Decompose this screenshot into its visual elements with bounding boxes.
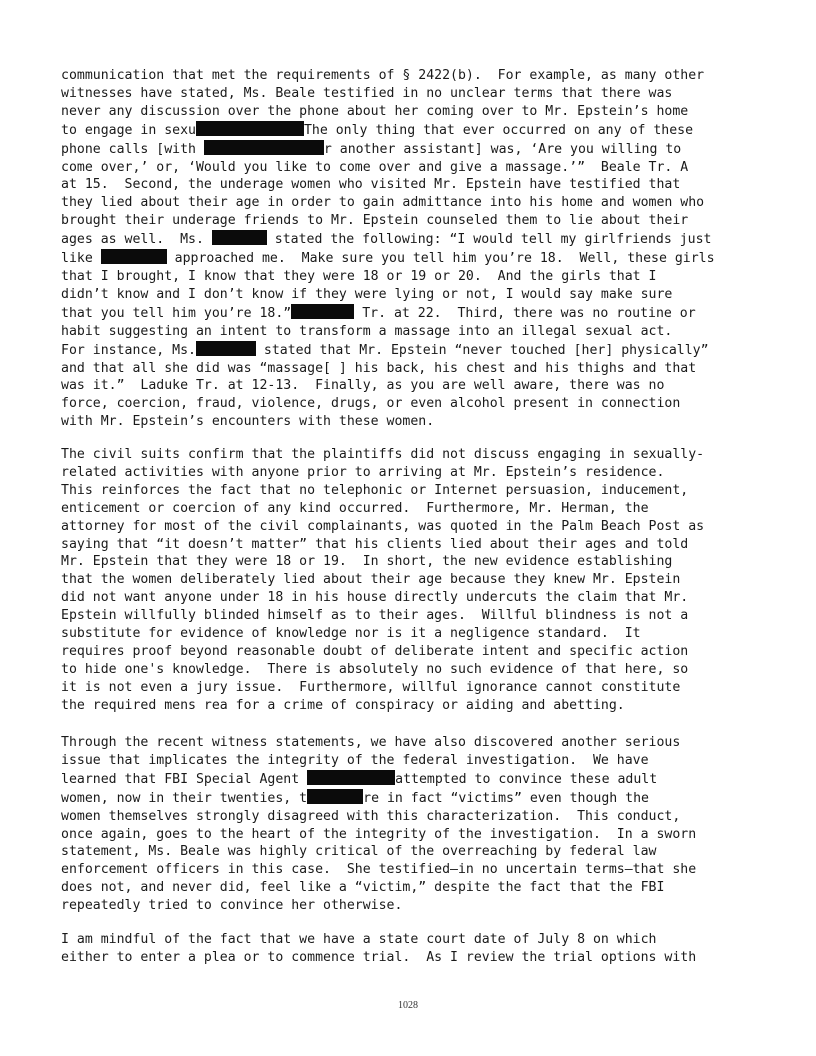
text-line: Through the recent witness statements, we have also discovered another serious <box>61 735 681 750</box>
text-line: I am mindful of the fact that we have a state court date of July 8 on which <box>61 932 657 947</box>
text-line: habit suggesting an intent to transform a massage into an illegal sexual act. <box>61 323 673 339</box>
text-line: women themselves strongly disagreed with this characterization. This conduct, <box>61 808 681 824</box>
text-line: phone calls [with <box>61 141 204 157</box>
text-line: re in fact “victims” even though the <box>363 790 649 806</box>
paragraph-civil-suits <box>61 446 761 715</box>
text-line: come over,’ or, ‘Would you like to come over and give a massage.’” Beale Tr. A <box>61 159 689 175</box>
paragraph-fbi-investigation <box>61 734 761 915</box>
text-line: that I brought, I know that they were 18 or 19 or 20. And the girls that I <box>61 268 657 284</box>
redaction-box <box>307 770 395 785</box>
paragraph-court-date <box>61 931 761 967</box>
text-line: attempted to convince these adult <box>395 771 658 787</box>
text-line: communication that met the requirements of § 2422(b). For example, as many other <box>61 68 705 83</box>
text-line: Mr. Epstein that they were 18 or 19. In short, the new evidence establishing <box>61 554 673 570</box>
text-line: force, coercion, fraud, violence, drugs, or even alcohol present in connection <box>61 396 681 412</box>
text-line: requires proof beyond reasonable doubt of deliberate intent and specific action <box>61 643 689 659</box>
text-line: witnesses have stated, Ms. Beale testified in no unclear terms that there was <box>61 85 673 101</box>
text-line: The civil suits confirm that the plaintiffs did not discuss engaging in sexually- <box>61 447 705 462</box>
text-line: that you tell him you’re 18.” <box>61 305 292 321</box>
text-line: was it.” Laduke Tr. at 12-13. Finally, as you are well aware, there was no <box>61 378 665 394</box>
paragraph-evidence <box>61 67 761 431</box>
text-line: that the women deliberately lied about their age because they knew Mr. Epstein <box>61 572 681 588</box>
text-line: and that all she did was “massage[ ] his back, his chest and his thighs and that <box>61 360 697 376</box>
redaction-box <box>101 249 167 264</box>
text-line: either to enter a plea or to commence trial. As I review the trial options with <box>61 949 697 965</box>
text-line: Tr. at 22. Third, there was no routine or <box>354 305 696 321</box>
text-line: stated that Mr. Epstein “never touched [her] physically” <box>255 342 709 358</box>
text-line: This reinforces the fact that no telephonic or Internet persuasion, inducement, <box>61 482 689 498</box>
text-line: stated the following: “I would tell my girlfriends just <box>266 232 712 248</box>
text-line: enticement or coercion of any kind occurred. Furthermore, Mr. Herman, the <box>61 500 649 516</box>
text-line: they lied about their age in order to gain admittance into his home and women who <box>61 195 705 211</box>
text-line: For instance, Ms. <box>61 342 196 358</box>
text-line: repeatedly tried to convince her otherwise. <box>61 898 403 914</box>
redaction-box <box>291 304 354 319</box>
text-line: to engage in sexu <box>61 122 196 138</box>
redaction-box <box>204 140 324 155</box>
text-line: did not want anyone under 18 in his house directly undercuts the claim that Mr. <box>61 590 689 606</box>
text-line: women, now in their twenties, t <box>61 790 308 806</box>
text-line: like <box>61 251 101 267</box>
text-line: to hide one's knowledge. There is absolutely no such evidence of that here, so <box>61 661 689 677</box>
text-line: related activities with anyone prior to arriving at Mr. Epstein’s residence. <box>61 464 665 480</box>
text-line: issue that implicates the integrity of the federal investigation. We have <box>61 752 649 768</box>
text-line: once again, goes to the heart of the integrity of the investigation. In a sworn <box>61 826 697 842</box>
text-line: substitute for evidence of knowledge nor is it a negligence standard. It <box>61 626 641 642</box>
text-line: statement, Ms. Beale was highly critical of the overreaching by federal law <box>61 844 657 860</box>
text-line: learned that FBI Special Agent <box>61 771 308 787</box>
text-line: ages as well. Ms. <box>61 232 212 248</box>
text-line: with Mr. Epstein’s encounters with these women. <box>61 414 435 430</box>
text-line: it is not even a jury issue. Furthermore, willful ignorance cannot constitute <box>61 679 681 695</box>
text-line: didn’t know and I don’t know if they were lying or not, I would say make sure <box>61 286 673 302</box>
text-line: brought their underage friends to Mr. Epstein counseled them to lie about their <box>61 213 689 229</box>
redaction-box <box>212 230 267 245</box>
text-line: approached me. Make sure you tell him you’re 18. Well, these girls <box>166 251 715 267</box>
text-line: The only thing that ever occurred on any of these <box>303 122 694 138</box>
redaction-box <box>196 341 256 356</box>
redaction-box <box>196 121 304 136</box>
text-line: enforcement officers in this case. She testified—in no uncertain terms—that she <box>61 862 697 878</box>
text-line: Epstein willfully blinded himself as to their ages. Willful blindness is not a <box>61 608 689 624</box>
text-line: attorney for most of the civil complainants, was quoted in the Palm Beach Post as <box>61 518 705 534</box>
text-line: does not, and never did, feel like a “victim,” despite the fact that the FBI <box>61 880 665 896</box>
text-line: the required mens rea for a crime of conspiracy or aiding and abetting. <box>61 697 625 713</box>
redaction-box <box>307 789 363 804</box>
text-line: never any discussion over the phone about her coming over to Mr. Epstein’s home <box>61 103 689 119</box>
text-line: saying that “it doesn’t matter” that his clients lied about their ages and told <box>61 536 689 552</box>
text-line: at 15. Second, the underage women who visited Mr. Epstein have testified that <box>61 177 681 193</box>
text-line: r another assistant] was, ‘Are you willing to <box>323 141 682 157</box>
page-number: 1028 <box>398 1000 418 1011</box>
